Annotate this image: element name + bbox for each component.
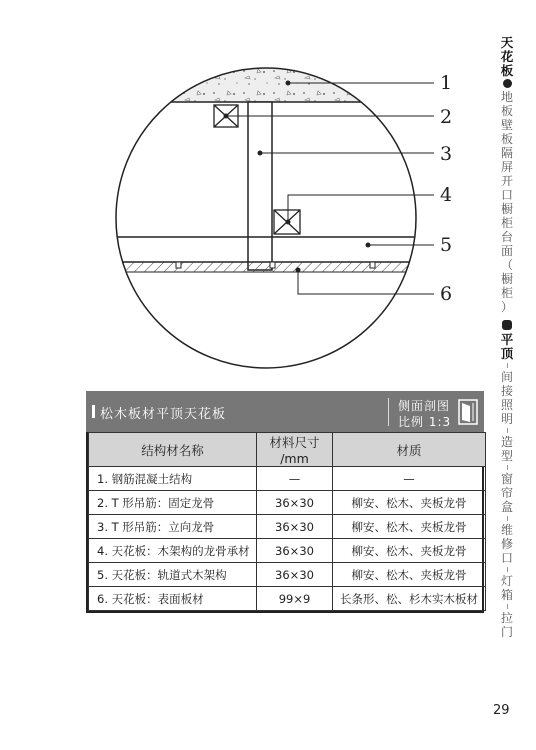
- bullet-icon: [502, 320, 512, 330]
- side-nav-item-floor[interactable]: 地 板: [500, 90, 513, 118]
- row-material: 柳安、松木、夹板龙骨: [333, 515, 486, 539]
- row-name: 3. T 形吊筋：立向龙骨: [89, 515, 257, 539]
- title-bar-marker: [92, 405, 95, 418]
- concrete-slab: [100, 60, 440, 102]
- side-nav-item-sliding-door[interactable]: 拉 门: [500, 611, 513, 639]
- callout-4: 4: [440, 184, 453, 206]
- row-size: —: [257, 467, 333, 491]
- side-nav-item-opening[interactable]: 开 口: [500, 174, 513, 202]
- side-nav-item-indirect-light[interactable]: 间 接 照 明: [500, 370, 513, 426]
- row-size: 36×30: [257, 539, 333, 563]
- table-row: [89, 539, 486, 563]
- table-row: [89, 467, 486, 491]
- col-header-size: 材料尺寸 /mm: [257, 433, 333, 467]
- row-material: —: [333, 467, 486, 491]
- row-size: 36×30: [257, 563, 333, 587]
- side-nav-item-wall[interactable]: 壁 板: [500, 118, 513, 146]
- callout-3: 3: [440, 143, 453, 165]
- callout-1: 1: [440, 72, 453, 94]
- row-size: 99×9: [257, 587, 333, 611]
- table-header-row: [89, 433, 486, 467]
- side-nav-item-cabinet[interactable]: 橱 柜: [500, 202, 513, 230]
- col-header-material: 材质: [333, 433, 486, 467]
- side-nav-item-shape[interactable]: 造 型: [500, 435, 513, 463]
- page-number: 29: [493, 703, 510, 718]
- table-row: [89, 587, 486, 611]
- side-nav-item-curtain-box[interactable]: 窗 帘 盒: [500, 472, 513, 514]
- row-size: 36×30: [257, 515, 333, 539]
- callout-6: 6: [440, 283, 453, 305]
- table-row: [89, 515, 486, 539]
- vertical-hanger: [248, 102, 272, 270]
- row-material: 柳安、松木、夹板龙骨: [333, 539, 486, 563]
- side-nav-item-partition[interactable]: 隔 屏: [500, 146, 513, 174]
- spec-card: [86, 391, 484, 613]
- row-name: 5. 天花板：轨道式木架构: [89, 563, 257, 587]
- row-material: 柳安、松木、夹板龙骨: [333, 491, 486, 515]
- spec-table: [88, 432, 486, 611]
- col-header-name: 结构材名称: [89, 433, 257, 467]
- card-title: 松木板材平顶天花板: [100, 407, 227, 422]
- side-nav-top: [496, 36, 518, 314]
- bullet-icon: [503, 79, 512, 88]
- row-name: 6. 天花板：表面板材: [89, 587, 257, 611]
- row-size: 36×30: [257, 491, 333, 515]
- side-nav-item-counter[interactable]: 台 面 （ 橱 柜 ）: [500, 230, 513, 314]
- side-nav-item-lightbox[interactable]: 灯 箱: [500, 574, 513, 602]
- view-label: 侧面剖图: [398, 399, 451, 413]
- card-header: [86, 391, 484, 432]
- row-name: 1. 钢筋混凝土结构: [89, 467, 257, 491]
- row-name: 4. 天花板：木架构的龙骨承材: [89, 539, 257, 563]
- table-row: [89, 563, 486, 587]
- scale-label: 比例 1:3: [398, 415, 452, 429]
- table-row: [89, 491, 486, 515]
- side-nav-active-flat[interactable]: 平 顶: [500, 332, 514, 361]
- row-material: 长条形、松、杉木实木板材: [333, 587, 486, 611]
- row-name: 2. T 形吊筋：固定龙骨: [89, 491, 257, 515]
- callout-5: 5: [440, 234, 453, 256]
- door-panel-icon: [458, 399, 478, 425]
- callout-2: 2: [440, 106, 453, 128]
- side-nav-item-access-hatch[interactable]: 维 修 口: [500, 523, 513, 565]
- side-nav-bottom: [496, 318, 518, 639]
- row-material: 柳安、松木、夹板龙骨: [333, 563, 486, 587]
- side-nav-active-ceiling[interactable]: 天 花 板: [500, 35, 514, 78]
